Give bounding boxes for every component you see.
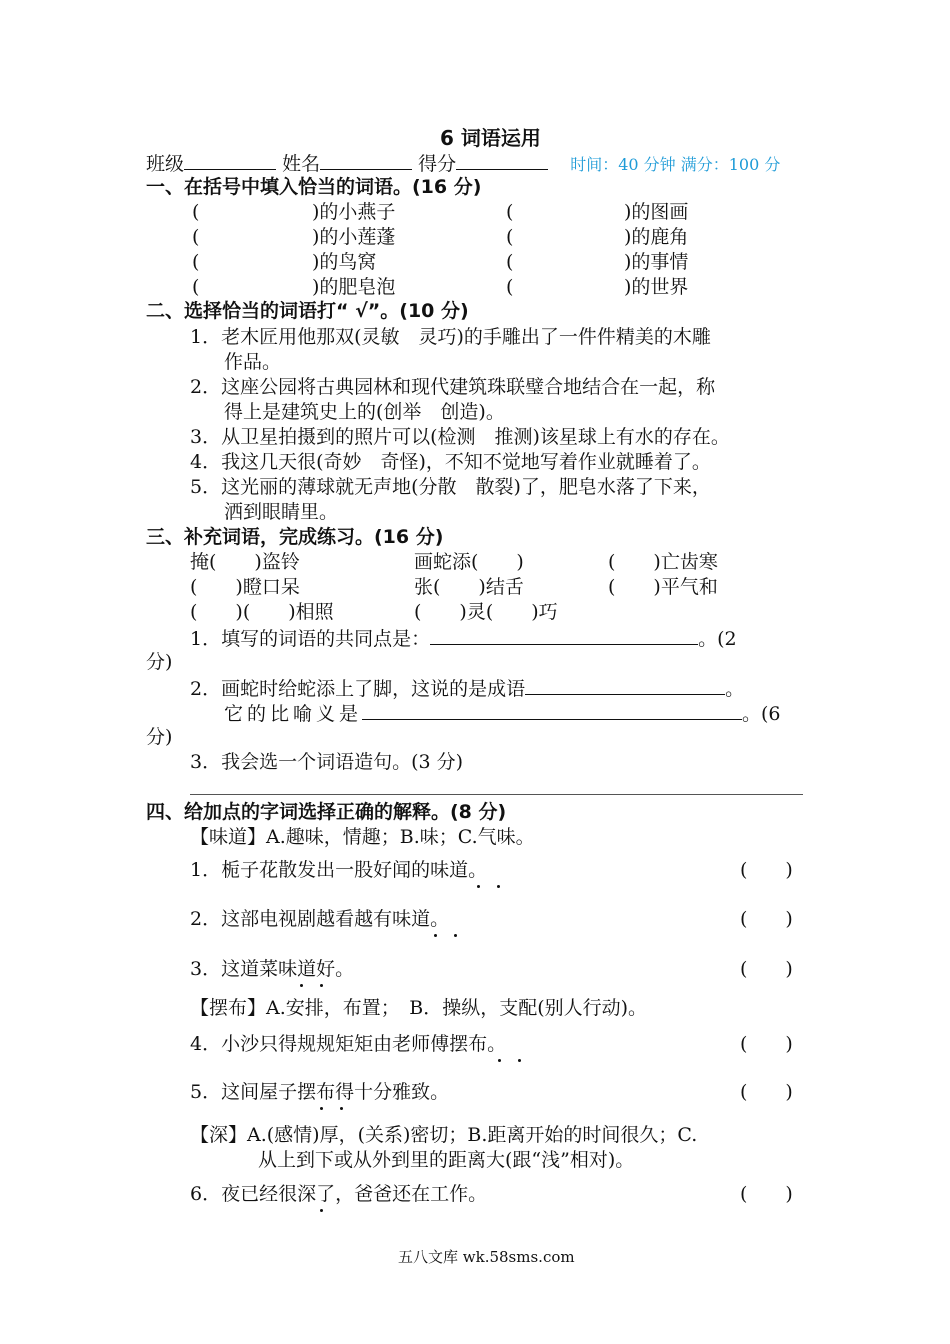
s4-item2: 2．这部电视剧越看越有味道。 bbox=[190, 908, 450, 930]
s1-row2-left: )的小莲蓬 bbox=[312, 226, 396, 248]
s1-row4-right-open: ( bbox=[506, 276, 514, 298]
s4-item2-answer[interactable]: ( ) bbox=[740, 908, 793, 930]
s3-q2-blank[interactable] bbox=[525, 678, 725, 695]
def-shen-a: 【深】A.(感情)厚，(关系)密切；B.距离开始的时间很久；C. bbox=[190, 1124, 698, 1146]
s4-item3-answer[interactable]: ( ) bbox=[740, 958, 793, 980]
idiom-4: ( )瞪口呆 bbox=[190, 576, 300, 598]
s3-q3-answer-line[interactable] bbox=[190, 794, 803, 795]
s4-item1: 1．栀子花散发出一股好闻的味道。 bbox=[190, 859, 488, 881]
score-field[interactable] bbox=[456, 153, 548, 170]
s1-row4-right: )的世界 bbox=[624, 276, 689, 298]
name-field[interactable] bbox=[320, 153, 412, 170]
idiom-6: ( )平气和 bbox=[608, 576, 718, 598]
idiom-1: 掩( )盗铃 bbox=[190, 551, 300, 573]
score-label: 得分 bbox=[418, 153, 457, 175]
s2-line2: 作品。 bbox=[224, 351, 282, 373]
s4-item6-answer[interactable]: ( ) bbox=[740, 1183, 793, 1205]
s4-item4: 4．小沙只得规规矩矩由老师傅摆布。 bbox=[190, 1033, 507, 1055]
section2-heading: 二、选择恰当的词语打“ √”。(10 分) bbox=[146, 300, 469, 322]
section3-heading: 三、补充词语，完成练习。(16 分) bbox=[146, 526, 444, 548]
s3-q1-wrap: 分) bbox=[146, 651, 173, 673]
idiom-8: ( )灵( )巧 bbox=[414, 601, 558, 623]
emphasis-dot bbox=[454, 934, 457, 937]
s2-line1: 1．老木匠用他那双(灵敏 灵巧)的手雕出了一件件精美的木雕 bbox=[190, 326, 711, 348]
s1-row1-left-open: ( bbox=[192, 201, 200, 223]
s1-row2-left-open: ( bbox=[192, 226, 200, 248]
s3-q3: 3．我会选一个词语造句。(3 分) bbox=[190, 751, 464, 773]
emphasis-dot bbox=[300, 984, 303, 987]
s1-row3-right-open: ( bbox=[506, 251, 514, 273]
s3-q1-end: 。(2 bbox=[698, 628, 737, 650]
def-shen-b: 从上到下或从外到里的距离大(跟“浅”相对)。 bbox=[258, 1149, 635, 1171]
s3-q1 bbox=[190, 628, 737, 649]
s1-row3-left: )的鸟窝 bbox=[312, 251, 377, 273]
s4-item5: 5．这间屋子摆布得十分雅致。 bbox=[190, 1081, 450, 1103]
s2-line3: 2．这座公园将古典园林和现代建筑珠联璧合地结合在一起，称 bbox=[190, 376, 716, 398]
idiom-2: 画蛇添( ) bbox=[414, 551, 524, 573]
s3-q2b-end: 。(6 bbox=[742, 703, 781, 725]
s4-item1-answer[interactable]: ( ) bbox=[740, 859, 793, 881]
s3-q2b-text: 它的比喻义是 bbox=[224, 703, 363, 725]
s2-line7: 5．这光丽的薄球就无声地(分散 散裂)了，肥皂水落了下来， bbox=[190, 476, 711, 498]
emphasis-dot bbox=[320, 1107, 323, 1110]
page-title: 6 词语运用 bbox=[440, 126, 541, 150]
emphasis-dot bbox=[477, 885, 480, 888]
idiom-7: ( )( )相照 bbox=[190, 601, 334, 623]
s4-item6: 6．夜已经很深了，爸爸还在工作。 bbox=[190, 1183, 488, 1205]
s4-item4-answer[interactable]: ( ) bbox=[740, 1033, 793, 1055]
idiom-5: 张( )结舌 bbox=[414, 576, 524, 598]
emphasis-dot bbox=[497, 885, 500, 888]
time-info: 时间：40 分钟 满分：100 分 bbox=[570, 155, 781, 174]
s4-item3: 3．这道菜味道好。 bbox=[190, 958, 355, 980]
s3-q2-text: 2．画蛇时给蛇添上了脚，这说的是成语 bbox=[190, 678, 526, 700]
emphasis-dot bbox=[518, 1059, 521, 1062]
s2-line8: 洒到眼睛里。 bbox=[224, 501, 339, 523]
emphasis-dot bbox=[498, 1059, 501, 1062]
s3-q2b bbox=[224, 703, 781, 724]
s1-row1-right: )的图画 bbox=[624, 201, 689, 223]
s1-row4-left-open: ( bbox=[192, 276, 200, 298]
def-baibu: 【摆布】A.安排，布置； B．操纵，支配(别人行动)。 bbox=[190, 997, 648, 1019]
s1-row3-right: )的事情 bbox=[624, 251, 689, 273]
class-field[interactable] bbox=[184, 153, 276, 170]
footer-watermark: 五八文库 wk.58sms.com bbox=[398, 1248, 575, 1266]
name-label: 姓名 bbox=[282, 153, 321, 175]
emphasis-dot bbox=[320, 1209, 323, 1212]
s1-row3-left-open: ( bbox=[192, 251, 200, 273]
s1-row4-left: )的肥皂泡 bbox=[312, 276, 396, 298]
class-label: 班级 bbox=[146, 153, 185, 175]
s1-row1-left: )的小燕子 bbox=[312, 201, 396, 223]
s1-row2-right-open: ( bbox=[506, 226, 514, 248]
idiom-3: ( )亡齿寒 bbox=[608, 551, 718, 573]
emphasis-dot bbox=[340, 1107, 343, 1110]
s3-q1-blank[interactable] bbox=[430, 628, 698, 645]
s3-q2b-blank[interactable] bbox=[362, 703, 742, 720]
s2-line6: 4．我这几天很(奇妙 奇怪)，不知不觉地写着作业就睡着了。 bbox=[190, 451, 711, 473]
section4-heading: 四、给加点的字词选择正确的解释。(8 分) bbox=[146, 801, 507, 823]
s1-row2-right: )的鹿角 bbox=[624, 226, 689, 248]
s3-q1-text: 1．填写的词语的共同点是： bbox=[190, 628, 431, 650]
header-info bbox=[146, 153, 780, 174]
s3-q2-wrap: 分) bbox=[146, 726, 173, 748]
def-weidao: 【味道】A.趣味，情趣；B.味；C.气味。 bbox=[190, 826, 535, 848]
s3-q2-end: 。 bbox=[725, 678, 745, 700]
emphasis-dot bbox=[320, 984, 323, 987]
s2-line5: 3．从卫星拍摄到的照片可以(检测 推测)该星球上有水的存在。 bbox=[190, 426, 730, 448]
s1-row1-right-open: ( bbox=[506, 201, 514, 223]
s3-q2 bbox=[190, 678, 744, 699]
section1-heading: 一、在括号中填入恰当的词语。(16 分) bbox=[146, 176, 482, 198]
s2-line4: 得上是建筑史上的(创举 创造)。 bbox=[224, 401, 505, 423]
s4-item5-answer[interactable]: ( ) bbox=[740, 1081, 793, 1103]
emphasis-dot bbox=[434, 934, 437, 937]
